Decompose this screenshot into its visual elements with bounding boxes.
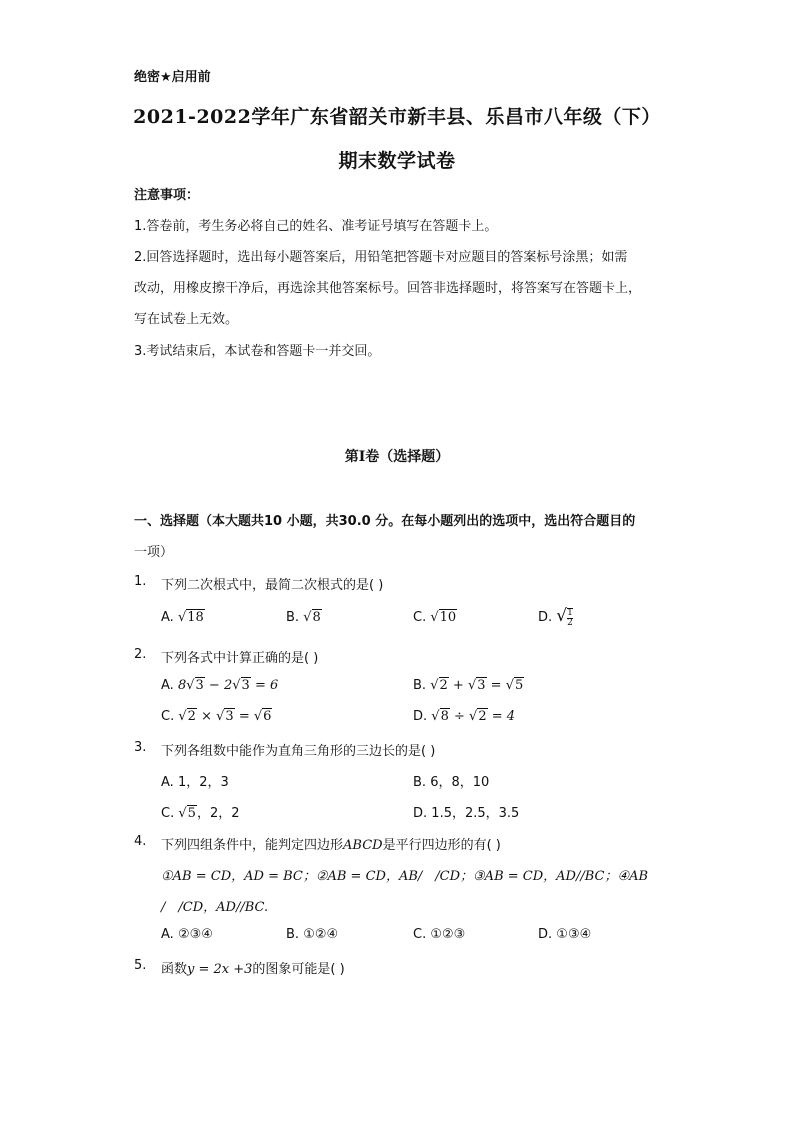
part-heading-line2: 一项） xyxy=(134,545,174,560)
option-b: B. √2 + √3 = √5 xyxy=(413,678,524,693)
conditions-line1: ①AB = CD，AD = BC；②AB = CD，AB/ /CD；③AB = CD，AD//BC；④AB xyxy=(161,869,649,884)
option-a: A. 1，2，3 xyxy=(161,775,229,790)
question-number: 3. xyxy=(134,740,147,755)
option-a: A. ②③④ xyxy=(161,927,213,942)
option-c: C. √10 xyxy=(413,610,457,625)
question-text: 下列各式中计算正确的是( ) xyxy=(161,651,319,666)
option-a: A. √18 xyxy=(161,610,204,625)
option-c: C. ①②③ xyxy=(413,927,466,942)
notice-item-2-line2: 改动，用橡皮擦干净后，再选涂其他答案标号。回答非选择题时，将答案写在答题卡上， xyxy=(134,281,642,296)
option-d: D. √8 ÷ √2 = 4 xyxy=(413,709,516,724)
question-number: 1. xyxy=(134,574,147,589)
option-d: D. √ $\frac{1}{2}$ xyxy=(538,606,573,628)
option-d: D. ①③④ xyxy=(538,927,592,942)
confidential-label: 绝密★启用前 xyxy=(134,70,211,85)
option-b: B. √8 xyxy=(286,610,321,625)
question-text: 下列各组数中能作为直角三角形的三边长的是( ) xyxy=(161,744,436,759)
conditions-line2: / /CD，AD//BC. xyxy=(161,900,269,915)
question-text: 下列二次根式中，最简二次根式的是( ) xyxy=(161,578,384,593)
part-heading-line1: 一、选择题（本大题共10 小题，共30.0 分。在每小题列出的选项中，选出符合题目的 xyxy=(134,514,636,529)
question-text: 下列四组条件中，能判定四边形ABCD是平行四边形的有( ) xyxy=(161,838,501,853)
option-c: C. √5，2，2 xyxy=(161,806,240,821)
option-c: C. √2 × √3 = √6 xyxy=(161,709,272,724)
option-a: A. 8√3 − 2√3 = 6 xyxy=(161,678,279,693)
question-number: 2. xyxy=(134,647,147,662)
option-d: D. 1.5，2.5，3.5 xyxy=(413,806,520,821)
section-title: 第Ⅰ卷（选择题） xyxy=(344,449,450,465)
notice-heading: 注意事项： xyxy=(134,188,200,203)
option-b: B. 6，8，10 xyxy=(413,775,490,790)
exam-title-line1: 2021-2022学年广东省韶关市新丰县、乐昌市八年级（下） xyxy=(133,106,661,128)
question-number: 5. xyxy=(134,958,147,973)
question-number: 4. xyxy=(134,834,147,849)
notice-item-2-line3: 写在试卷上无效。 xyxy=(134,312,239,327)
notice-item-1: 1.答卷前，考生务必将自己的姓名、准考证号填写在答题卡上。 xyxy=(134,219,498,234)
option-b: B. ①②④ xyxy=(286,927,339,942)
notice-item-3: 3.考试结束后，本试卷和答题卡一并交回。 xyxy=(134,344,381,359)
question-text: 函数y = 2x +3的图象可能是( ) xyxy=(161,962,345,977)
exam-title-line2: 期末数学试卷 xyxy=(338,150,456,172)
notice-item-2-line1: 2.回答选择题时，选出每小题答案后，用铅笔把答题卡对应题目的答案标号涂黑；如需 xyxy=(134,250,628,265)
